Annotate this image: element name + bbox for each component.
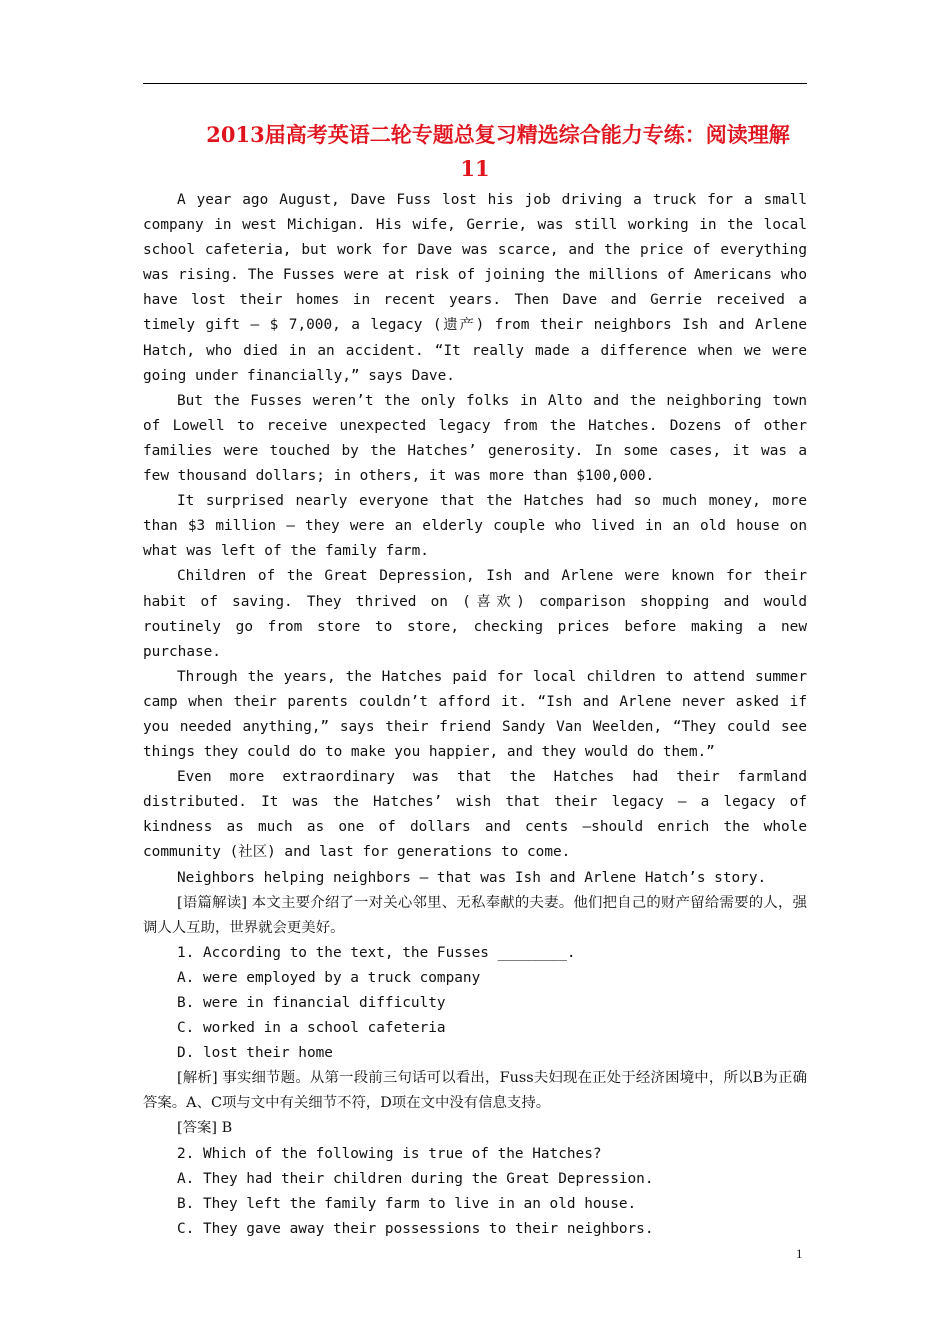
paragraph-3: It surprised nearly everyone that the Hatches had so much money, more than $3 million — they were an elderly couple who lived in an old house on what was left of the family farm. bbox=[143, 493, 807, 560]
paragraph-1: A year ago August, Dave Fuss lost his job driving a truck for a small company in west Michigan. His wife, Gerrie, was still working in the local school cafeteria, but work for Dave was scarce, and the price of everything was rising. The Fusses were at risk of joining the millions of Americans who have lost their homes in recent years. Then Dave and Gerrie received a timely gift — $ 7,000, a legacy (遗产) from their neighbors Ish and Arlene Hatch, who died in an accident. “It really made a difference when we were going under financially,” says Dave. bbox=[143, 192, 807, 384]
paragraph-7: Neighbors helping neighbors — that was Ish and Arlene Hatch’s story. bbox=[177, 869, 767, 886]
passage-summary: [语篇解读] 本文主要介绍了一对关心邻里、无私奉献的夫妻。他们把自己的财产留给需要的人，强调人人互助，世界就会更美好。 bbox=[143, 894, 807, 936]
question-2-stem: 2. Which of the following is true of the Hatches? bbox=[177, 1145, 602, 1162]
paragraph-6: Even more extraordinary was that the Hatches had their farmland distributed. It was the Hatches’ wish that their legacy — a legacy of kindness as much as one of dollars and cents —should enrich the whole community (社区) and last for generations to come. bbox=[143, 769, 807, 861]
question-2-option-b: B. They left the family farm to live in an old house. bbox=[177, 1195, 637, 1212]
document-title bbox=[143, 118, 807, 186]
paragraph-2: But the Fusses weren’t the only folks in Alto and the neighboring town of Lowell to receive unexpected legacy from the Hatches. Dozens of other families were touched by the Hatches’ generosity. In some cases, it was a few thousand dollars; in others, it was more than $100,000. bbox=[143, 392, 807, 485]
question-1-analysis: [解析] 事实细节题。从第一段前三句话可以看出，Fuss夫妇现在正处于经济困境中，所以B为正确答案。A、C项与文中有关细节不符，D项在文中没有信息支持。 bbox=[143, 1070, 807, 1112]
title-line-1: 2013届高考英语二轮专题总复习精选综合能力专练：阅读理解 bbox=[206, 122, 790, 147]
title-line-2: 11 bbox=[460, 156, 490, 181]
question-1-option-a: A. were employed by a truck company bbox=[177, 969, 481, 986]
page-number: 1 bbox=[796, 1246, 803, 1261]
header-rule bbox=[143, 83, 807, 84]
document-body bbox=[143, 188, 807, 1242]
question-1-stem: 1. According to the text, the Fusses ________. bbox=[177, 944, 576, 961]
paragraph-4: Children of the Great Depression, Ish and Arlene were known for their habit of saving. They thrived on (喜欢) comparison shopping and would routinely go from store to store, checking prices before making a new purchase. bbox=[143, 568, 807, 660]
question-2-option-c: C. They gave away their possessions to their neighbors. bbox=[177, 1220, 654, 1237]
question-1-option-c: C. worked in a school cafeteria bbox=[177, 1020, 446, 1037]
question-2-option-a: A. They had their children during the Great Depression. bbox=[177, 1170, 654, 1187]
question-1-answer: [答案] B bbox=[177, 1120, 233, 1137]
paragraph-5: Through the years, the Hatches paid for local children to attend summer camp when their parents couldn’t afford it. “Ish and Arlene never asked if you needed anything,” says their friend Sandy Van Weelden, “They could see things they could do to make you happier, and they would do them.” bbox=[143, 668, 807, 761]
question-1-option-b: B. were in financial difficulty bbox=[177, 995, 446, 1011]
question-1-option-d: D. lost their home bbox=[177, 1045, 333, 1062]
